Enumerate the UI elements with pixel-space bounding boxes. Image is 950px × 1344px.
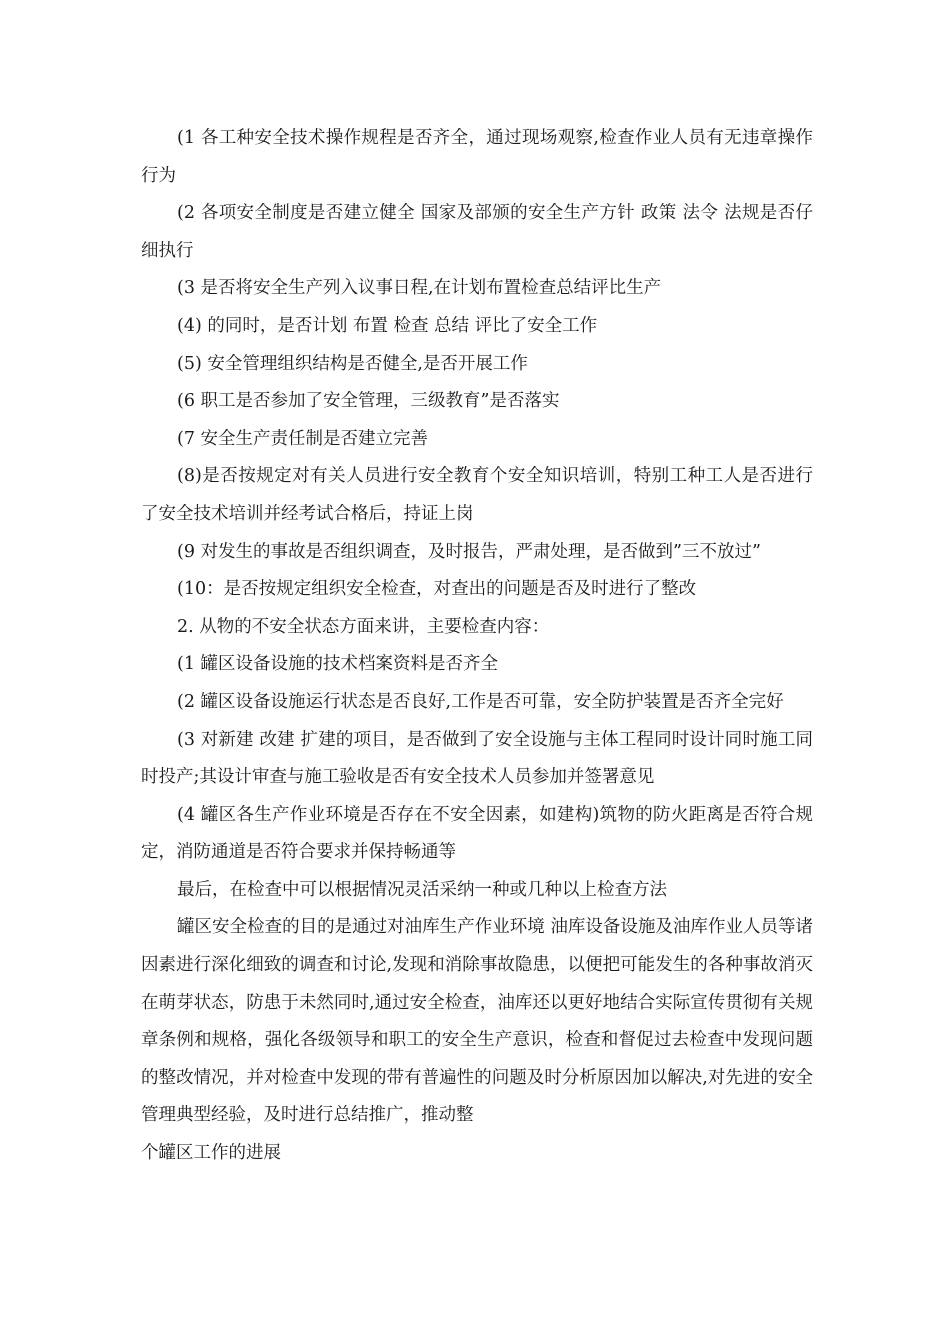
paragraph-13: (3 对新建 改建 扩建的项目，是否做到了安全设施与主体工程同时设计同时施工同时投产;其设计审查与施工验收是否有安全技术人员参加并签署意见 — [141, 729, 813, 788]
paragraph-4: (4) 的同时，是否计划 布置 检查 总结 评比了安全工作 — [177, 315, 598, 336]
paragraph-14: (4 罐区各生产作业环境是否存在不安全因素，如建构)筑物的防火距离是否符合规定，消防通道是否符合要求并保持畅通等 — [141, 804, 813, 863]
paragraph-9: (9 对发生的事故是否组织调查，及时报告，严肃处理，是否做到”三不放过” — [177, 541, 761, 562]
paragraph-3: (3 是否将安全生产列入议事日程,在计划布置检查总结评比生产 — [177, 278, 662, 299]
paragraph-7: (7 安全生产责任制是否建立完善 — [177, 428, 429, 449]
paragraph-11: (1 罐区设备设施的技术档案资料是否齐全 — [177, 654, 499, 675]
paragraph-purpose: 罐区安全检查的目的是通过对油库生产作业环境 油库设备设施及油库作业人员等诸因素进行深化细致的调查和讨论,发现和消除事故隐患，以便把可能发生的各种事故消灭在萌芽状态，防患于未然同时,通过安全检查，油库还以更好地结合实际宣传贯彻有关规章条例和规格，强化各级领导和职工的安全生产意识，检查和督促过去检查中发现问题的整改情况，并对检查中发现的带有普遍性的问题及时分析原因加以解决,对先进的安全管理典型经验，及时进行总结推广，推动整 — [141, 917, 813, 1126]
section-heading-physical-state: 2. 从物的不安全状态方面来讲，主要检查内容： — [177, 616, 550, 637]
paragraph-8: (8)是否按规定对有关人员进行安全教育个安全知识培训，特别工种工人是否进行了安全技术培训并经考试合格后，持证上岗 — [141, 466, 813, 524]
document-body — [141, 120, 813, 1135]
paragraph-6: (6 职工是否参加了安全管理，三级教育”是否落实 — [177, 391, 560, 412]
paragraph-2: (2 各项安全制度是否建立健全 国家及部颁的安全生产方针 政策 法令 法规是否仔细执行 — [141, 203, 813, 261]
paragraph-1: (1 各工种安全技术操作规程是否齐全，通过现场观察,检查作业人员有无违章操作行为 — [141, 128, 813, 186]
paragraph-10: (10：是否按规定组织安全检查，对查出的问题是否及时进行了整改 — [177, 579, 697, 600]
paragraph-conclusion: 最后，在检查中可以根据情况灵活采纳一种或几种以上检查方法 — [177, 879, 667, 900]
paragraph-tail-line: 个罐区工作的进展 — [141, 1143, 281, 1163]
paragraph-5: (5) 安全管理组织结构是否健全,是否开展工作 — [177, 353, 528, 374]
paragraph-12: (2 罐区设备设施运行状态是否良好,工作是否可靠，安全防护装置是否齐全完好 — [177, 691, 784, 712]
